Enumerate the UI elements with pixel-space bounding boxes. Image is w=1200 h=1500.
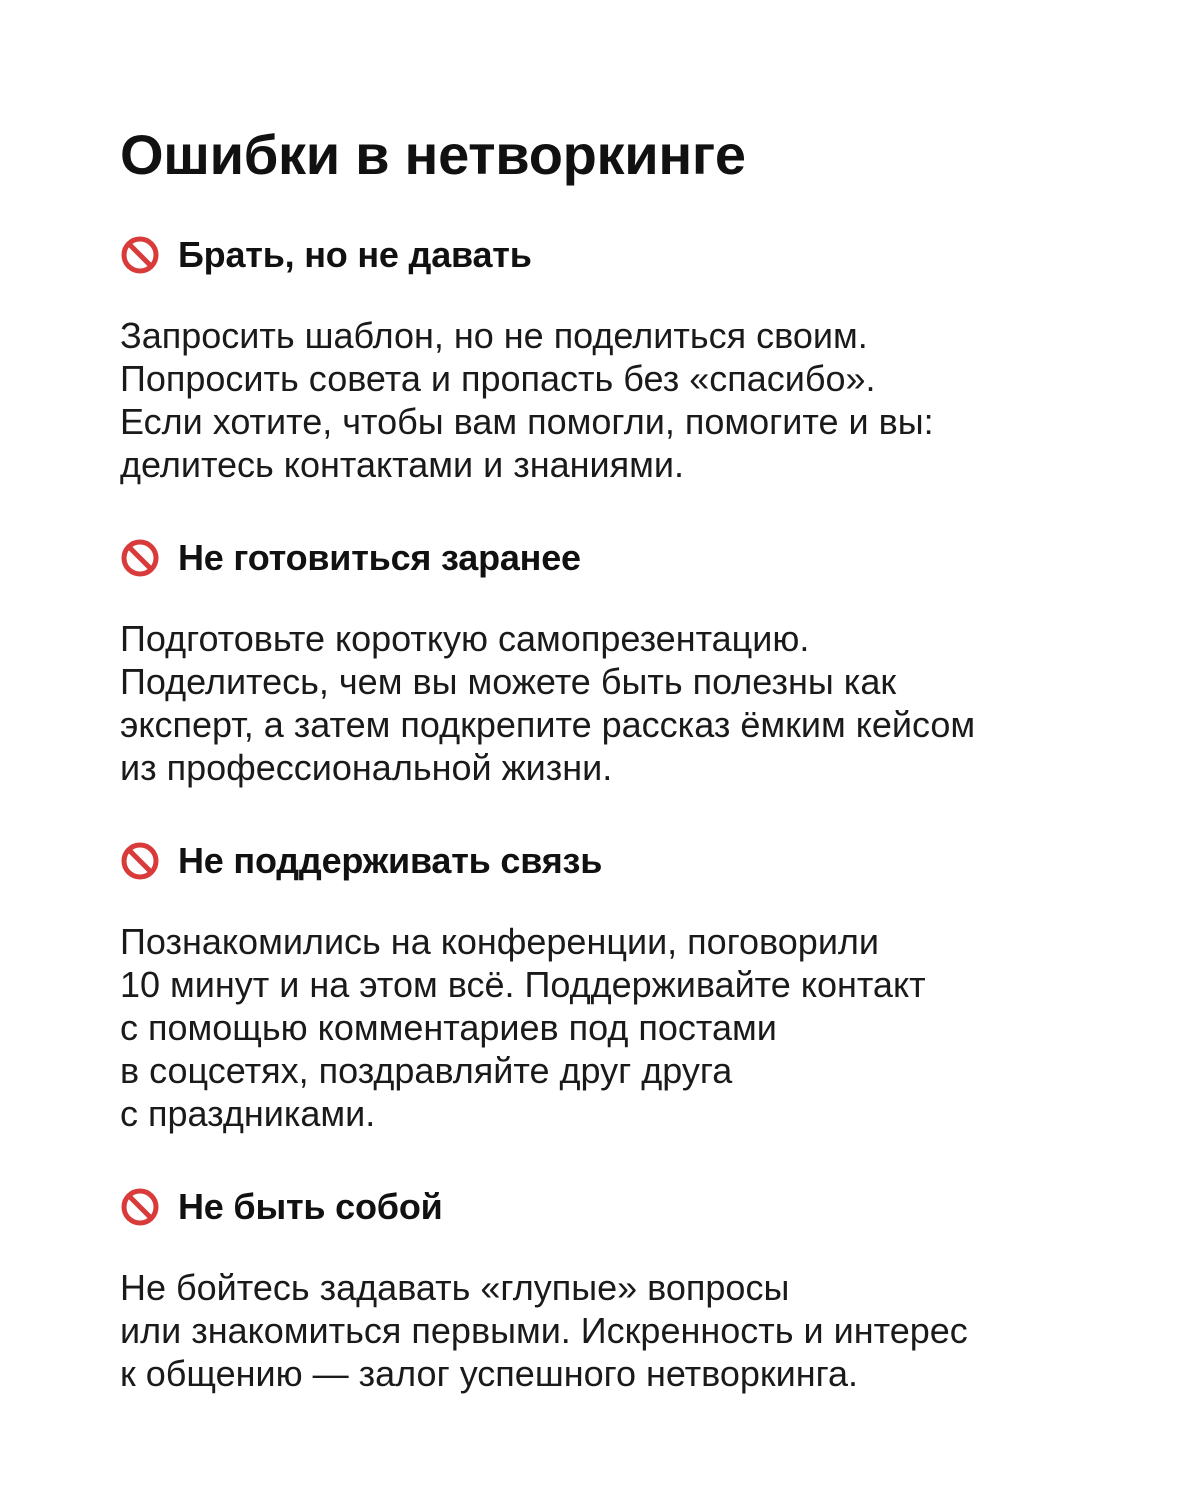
- no-entry-icon: [120, 538, 160, 578]
- section-heading: [120, 230, 1100, 280]
- section-not-keep-in-touch: [120, 836, 1100, 1135]
- body-line: Подготовьте короткую самопрезентацию.: [120, 618, 810, 659]
- body-line: в соцсетях, поздравляйте друг друга: [120, 1050, 733, 1091]
- section-heading-text: Не готовиться заранее: [178, 537, 581, 578]
- section-take-not-give: [120, 230, 1100, 486]
- body-line: Запросить шаблон, но не поделиться своим.: [120, 315, 868, 356]
- body-line: 10 минут и на этом всё. Поддерживайте контакт: [120, 964, 926, 1005]
- page-title: Ошибки в нетворкинге: [120, 123, 746, 186]
- body-line: с помощью комментариев под постами: [120, 1007, 777, 1048]
- body-line: из профессиональной жизни.: [120, 747, 613, 788]
- section-heading-text: Не поддерживать связь: [178, 840, 603, 881]
- section-body: [120, 314, 1100, 486]
- body-line: с праздниками.: [120, 1093, 376, 1134]
- no-entry-icon: [120, 1187, 160, 1227]
- body-line: Не бойтесь задавать «глупые» вопросы: [120, 1267, 790, 1308]
- body-line: к общению — залог успешного нетворкинга.: [120, 1353, 859, 1394]
- body-line: делитесь контактами и знаниями.: [120, 444, 684, 485]
- no-entry-icon: [120, 841, 160, 881]
- body-line: или знакомиться первыми. Искренность и интерес: [120, 1310, 968, 1351]
- section-heading-text: Не быть собой: [178, 1186, 443, 1227]
- body-line: эксперт, а затем подкрепите рассказ ёмким кейсом: [120, 704, 976, 745]
- section-not-prepare: [120, 533, 1100, 789]
- section-heading: [120, 533, 1100, 583]
- body-line: Если хотите, чтобы вам помогли, помогите и вы:: [120, 401, 934, 442]
- section-heading: [120, 836, 1100, 886]
- body-line: Поделитесь, чем вы можете быть полезны как: [120, 661, 897, 702]
- section-body: [120, 1266, 1100, 1395]
- body-line: Познакомились на конференции, поговорили: [120, 921, 880, 962]
- section-body: [120, 617, 1100, 789]
- no-entry-icon: [120, 235, 160, 275]
- section-not-be-yourself: [120, 1182, 1100, 1395]
- section-body: [120, 920, 1100, 1135]
- section-heading-text: Брать, но не давать: [178, 234, 532, 275]
- body-line: Попросить совета и пропасть без «спасибо».: [120, 358, 876, 399]
- section-heading: [120, 1182, 1100, 1232]
